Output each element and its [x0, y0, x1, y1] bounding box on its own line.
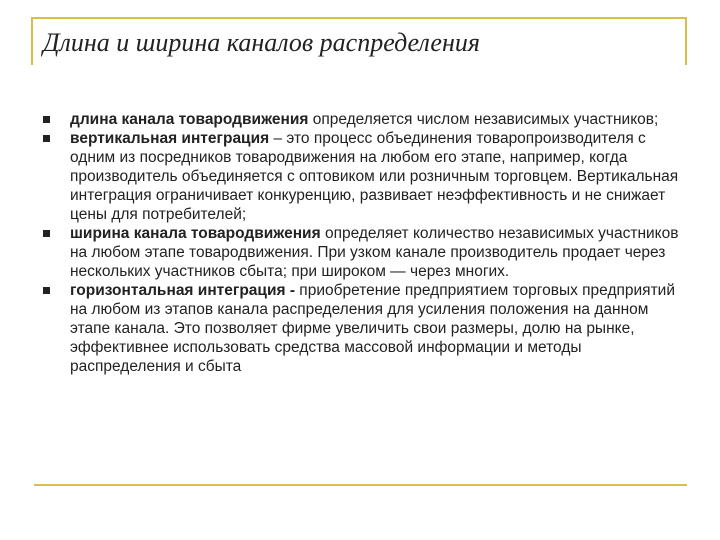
square-bullet-icon — [43, 135, 50, 142]
item-description: – это процесс объединения товаропроизводителя с одним из посредников товародвижения на любом его этапе, например, когда производитель объединяется с оптовиком или розничным торговцем. Вертикальная интеграция ограничивает конкуренцию, развивает неэффективность и не снижает цены для потребителей; — [70, 130, 679, 223]
list-item — [43, 224, 683, 281]
list-item — [43, 110, 683, 129]
item-text — [70, 110, 683, 129]
item-description: приобретение предприятием торговых предприятий на любом из этапов канала распределения для усиления положения на данном этапе канала. Это позволяет фирме увеличить свои размеры, долю на рынке, эффективнее использовать средства массовой информации и методы распределения и сбыта — [70, 282, 675, 375]
item-term: горизонтальная интеграция - — [70, 282, 295, 299]
item-text — [70, 224, 683, 281]
item-description: определяется числом независимых участников; — [308, 111, 659, 128]
slide-title: Длина и ширина каналов распределения — [43, 28, 480, 57]
item-term: длина канала товародвижения — [70, 111, 309, 128]
title-frame-top — [31, 17, 687, 19]
list-item — [43, 281, 683, 376]
square-bullet-icon — [43, 287, 50, 294]
list-item — [43, 129, 683, 224]
bullet-list — [43, 110, 683, 376]
bottom-divider — [34, 484, 687, 486]
title-frame-left — [31, 17, 33, 65]
square-bullet-icon — [43, 116, 50, 123]
item-description: определяет количество независимых участников на любом этапе товародвижения. При узком канале производитель продает через нескольких участников сбыта; при широком — через многих. — [70, 225, 679, 280]
item-term: вертикальная интеграция — [70, 130, 270, 147]
title-frame-right — [685, 17, 687, 65]
item-text — [70, 129, 683, 224]
item-text — [70, 281, 683, 376]
square-bullet-icon — [43, 230, 50, 237]
item-term: ширина канала товародвижения — [70, 225, 321, 242]
